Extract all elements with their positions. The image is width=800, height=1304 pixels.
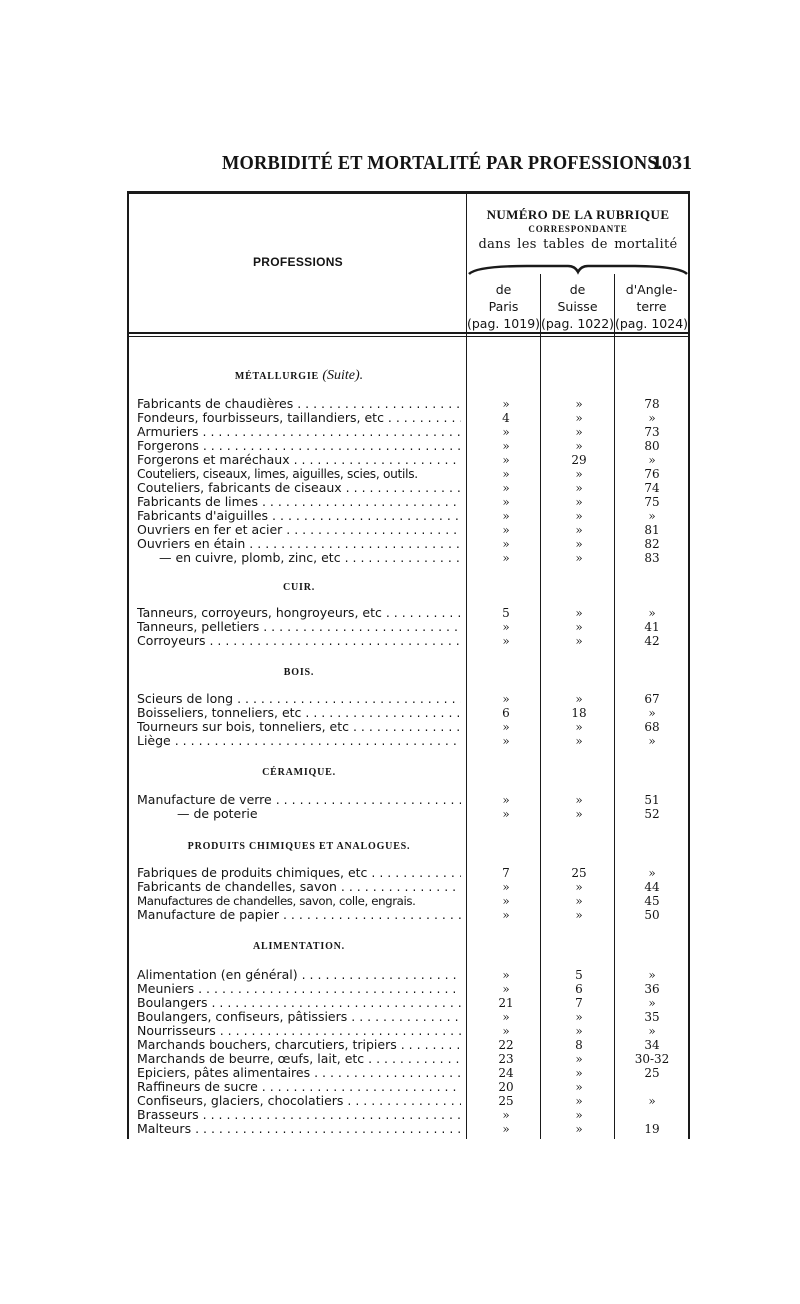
table-row xyxy=(137,495,689,509)
cell-suisse: » xyxy=(575,1024,583,1038)
section-title: PRODUITS CHIMIQUES ET ANALOGUES. xyxy=(187,841,411,852)
table-row xyxy=(137,509,689,523)
table-row xyxy=(137,1080,689,1094)
cell-angleterre: » xyxy=(648,453,656,467)
cell-angleterre: 81 xyxy=(644,523,660,537)
cell-suisse: » xyxy=(575,551,583,565)
table-row xyxy=(137,397,689,411)
table-row xyxy=(137,996,689,1010)
cell-angleterre: 19 xyxy=(644,1122,660,1136)
profession-label: Ouvriers en étain . . . xyxy=(137,537,461,551)
profession-label: Tanneurs, corroyeurs, hongroyeurs, etc . . . xyxy=(137,606,461,620)
cell-paris: » xyxy=(502,495,510,509)
cell-suisse: » xyxy=(575,692,583,706)
column-header-line: de xyxy=(569,282,586,297)
cell-angleterre: 36 xyxy=(644,982,660,996)
profession-label: Ouvriers en fer et acier . . . xyxy=(137,523,461,537)
cell-paris: 20 xyxy=(498,1080,514,1094)
cell-suisse: » xyxy=(575,425,583,439)
cell-angleterre: » xyxy=(648,996,656,1010)
cell-paris: 22 xyxy=(498,1038,514,1052)
table-row xyxy=(137,692,689,706)
table-row xyxy=(137,908,689,922)
cell-suisse: » xyxy=(575,537,583,551)
cell-paris: » xyxy=(502,634,510,648)
table-row xyxy=(137,734,689,748)
table-row xyxy=(137,467,689,481)
table-row xyxy=(137,453,689,467)
cell-angleterre: 25 xyxy=(644,1066,660,1080)
profession-label: Boulangers . . . xyxy=(137,996,461,1010)
cell-paris: » xyxy=(502,793,510,807)
cell-paris: » xyxy=(502,982,510,996)
cell-angleterre: 52 xyxy=(644,807,660,821)
profession-label: Forgerons et maréchaux . . . xyxy=(137,453,461,467)
cell-paris: » xyxy=(502,425,510,439)
cell-angleterre: » xyxy=(648,706,656,720)
section-suffix: (Suite). xyxy=(322,368,364,383)
profession-label: Marchands bouchers, charcutiers, tripiers . . . xyxy=(137,1038,461,1052)
cell-angleterre: » xyxy=(648,734,656,748)
cell-suisse: » xyxy=(575,1010,583,1024)
table-row xyxy=(137,1108,689,1122)
cell-suisse: 7 xyxy=(575,996,583,1010)
cell-suisse: » xyxy=(575,793,583,807)
cell-suisse: » xyxy=(575,1122,583,1136)
table-row xyxy=(137,720,689,734)
profession-label: Fabricants de chandelles, savon . . . xyxy=(137,880,461,894)
cell-angleterre: 42 xyxy=(644,634,660,648)
cell-angleterre: 34 xyxy=(644,1038,660,1052)
cell-angleterre: » xyxy=(648,968,656,982)
cell-suisse: 5 xyxy=(575,968,583,982)
profession-label: Fabricants de chaudières . . . xyxy=(137,397,461,411)
table-row xyxy=(137,866,689,880)
table-row xyxy=(137,1038,689,1052)
cell-paris: 7 xyxy=(502,866,510,880)
table-row xyxy=(137,537,689,551)
table-row xyxy=(137,439,689,453)
section-heading-metallurgie xyxy=(136,368,462,384)
profession-label: Tanneurs, pelletiers . . . xyxy=(137,620,461,634)
cell-paris: 24 xyxy=(498,1066,514,1080)
table-row xyxy=(137,807,689,821)
table-row xyxy=(137,1122,689,1136)
cell-angleterre: 67 xyxy=(644,692,660,706)
cell-angleterre: 68 xyxy=(644,720,660,734)
table-row xyxy=(137,793,689,807)
cell-suisse: » xyxy=(575,467,583,481)
column-header-line: d'Angle- xyxy=(625,282,678,297)
cell-paris: » xyxy=(502,509,510,523)
profession-label: — en cuivre, plomb, zinc, etc . . . xyxy=(137,551,461,565)
profession-label: Fabriques de produits chimiques, etc . . . xyxy=(137,866,461,880)
profession-label: Confiseurs, glaciers, chocolatiers . . . xyxy=(137,1094,461,1108)
table-row xyxy=(137,706,689,720)
cell-suisse: 25 xyxy=(571,866,587,880)
cell-paris: » xyxy=(502,453,510,467)
cell-paris: » xyxy=(502,397,510,411)
cell-suisse: » xyxy=(575,523,583,537)
cell-angleterre: 30-32 xyxy=(634,1052,670,1066)
cell-suisse: » xyxy=(575,397,583,411)
cell-paris: » xyxy=(502,692,510,706)
cell-paris: » xyxy=(502,620,510,634)
cell-suisse: » xyxy=(575,634,583,648)
cell-paris: » xyxy=(502,1024,510,1038)
cell-angleterre: » xyxy=(648,866,656,880)
profession-label: Brasseurs . . . xyxy=(137,1108,461,1122)
cell-angleterre: 41 xyxy=(644,620,660,634)
cell-suisse: » xyxy=(575,411,583,425)
cell-suisse: 18 xyxy=(571,706,587,720)
numero-header: NUMÉRO DE LA RUBRIQUE xyxy=(486,207,670,222)
cell-paris: 4 xyxy=(502,411,510,425)
tables-header: dans les tables de mortalité xyxy=(478,237,678,252)
cell-suisse: » xyxy=(575,1066,583,1080)
cell-suisse: » xyxy=(575,1080,583,1094)
cell-suisse: » xyxy=(575,734,583,748)
cell-angleterre xyxy=(615,1108,689,1122)
profession-label: Boulangers, confiseurs, pâtissiers . . . xyxy=(137,1010,461,1024)
cell-paris: » xyxy=(502,523,510,537)
cell-angleterre: 45 xyxy=(644,894,660,908)
cell-suisse: » xyxy=(575,720,583,734)
column-header-line: (pag. 1019) xyxy=(467,316,541,331)
table-row xyxy=(137,894,689,908)
section-heading-cuir xyxy=(136,582,462,593)
profession-label: Boisseliers, tonneliers, etc . . . xyxy=(137,706,461,720)
cell-paris: » xyxy=(502,481,510,495)
cell-angleterre: 50 xyxy=(644,908,660,922)
cell-suisse: » xyxy=(575,509,583,523)
profession-label: Couteliers, ciseaux, limes, aiguilles, scies, outils. xyxy=(137,467,418,481)
profession-label: Fabricants de limes . . . xyxy=(137,495,461,509)
profession-label: Forgerons . . . xyxy=(137,439,461,453)
cell-paris: » xyxy=(502,908,510,922)
section-heading-produits-chimiques xyxy=(136,841,462,852)
profession-label: Alimentation (en général) . . . xyxy=(137,968,461,982)
cell-paris: » xyxy=(502,1122,510,1136)
cell-suisse: » xyxy=(575,495,583,509)
cell-paris: 23 xyxy=(498,1052,514,1066)
table-row xyxy=(137,425,689,439)
cell-suisse: » xyxy=(575,1108,583,1122)
column-header-line: Suisse xyxy=(557,299,598,314)
table-row xyxy=(137,1066,689,1080)
cell-paris: » xyxy=(502,467,510,481)
table-row xyxy=(137,551,689,565)
cell-suisse: » xyxy=(575,908,583,922)
cell-angleterre: 51 xyxy=(644,793,660,807)
column-header-paris xyxy=(467,281,540,332)
cell-angleterre: 78 xyxy=(644,397,660,411)
table-row xyxy=(137,1010,689,1024)
cell-suisse: » xyxy=(575,1052,583,1066)
profession-label: Raffineurs de sucre . . . xyxy=(137,1080,461,1094)
cell-angleterre: » xyxy=(648,1094,656,1108)
section-title: ALIMENTATION. xyxy=(253,941,345,952)
profession-label: Nourrisseurs . . . xyxy=(137,1024,461,1038)
table-row xyxy=(137,1094,689,1108)
cell-paris: » xyxy=(502,807,510,821)
cell-paris: 25 xyxy=(498,1094,514,1108)
profession-label: — de poterie xyxy=(177,807,258,821)
section-heading-alimentation xyxy=(136,941,462,952)
cell-suisse: » xyxy=(575,880,583,894)
section-title: MÉTALLURGIE xyxy=(234,371,320,382)
header-bottom-rule-thin xyxy=(127,336,690,337)
table-row xyxy=(137,968,689,982)
cell-suisse: » xyxy=(575,439,583,453)
table-row xyxy=(137,982,689,996)
table-row xyxy=(137,634,689,648)
profession-label: Couteliers, fabricants de ciseaux . . . xyxy=(137,481,461,495)
profession-label: Malteurs . . . xyxy=(137,1122,461,1136)
cell-angleterre: 76 xyxy=(644,467,660,481)
profession-label: Marchands de beurre, œufs, lait, etc . . . xyxy=(137,1052,461,1066)
profession-label: Scieurs de long . . . xyxy=(137,692,461,706)
running-head xyxy=(222,152,692,178)
cell-angleterre: 35 xyxy=(644,1010,660,1024)
cell-paris: » xyxy=(502,720,510,734)
cell-paris: » xyxy=(502,551,510,565)
cell-angleterre: 83 xyxy=(644,551,660,565)
table-row xyxy=(137,1052,689,1066)
top-border xyxy=(127,191,690,194)
cell-suisse: 29 xyxy=(571,453,587,467)
profession-label: Liège . . . xyxy=(137,734,461,748)
cell-suisse: » xyxy=(575,807,583,821)
cell-angleterre: » xyxy=(648,1024,656,1038)
section-title: BOIS. xyxy=(283,667,315,678)
cell-suisse: 8 xyxy=(575,1038,583,1052)
section-heading-ceramique xyxy=(136,767,462,778)
profession-label: Manufacture de verre . . . xyxy=(137,793,461,807)
column-header-line: Paris xyxy=(488,299,519,314)
cell-paris: » xyxy=(502,1010,510,1024)
cell-angleterre: 80 xyxy=(644,439,660,453)
table-row xyxy=(137,481,689,495)
cell-paris: 21 xyxy=(498,996,514,1010)
cell-suisse: » xyxy=(575,481,583,495)
profession-label: Armuriers . . . xyxy=(137,425,461,439)
section-heading-bois xyxy=(136,667,462,678)
column-header-suisse xyxy=(541,281,614,332)
column-group-brace xyxy=(467,262,689,276)
header-bottom-rule xyxy=(127,332,690,334)
page-number: 1031 xyxy=(652,152,692,174)
table-row xyxy=(137,620,689,634)
cell-suisse: » xyxy=(575,620,583,634)
cell-angleterre: » xyxy=(648,509,656,523)
profession-label: Tourneurs sur bois, tonneliers, etc . . . xyxy=(137,720,461,734)
cell-angleterre: 75 xyxy=(644,495,660,509)
section-title: CUIR. xyxy=(282,582,316,593)
profession-label: Corroyeurs . . . xyxy=(137,634,461,648)
profession-label: Epiciers, pâtes alimentaires . . . xyxy=(137,1066,461,1080)
cell-paris: » xyxy=(502,1108,510,1122)
cell-angleterre: 44 xyxy=(644,880,660,894)
table-row xyxy=(137,880,689,894)
cell-suisse: » xyxy=(575,894,583,908)
table-row xyxy=(137,606,689,620)
cell-paris: 6 xyxy=(502,706,510,720)
cell-angleterre: » xyxy=(648,411,656,425)
cell-paris: » xyxy=(502,439,510,453)
cell-angleterre: 82 xyxy=(644,537,660,551)
column-header-line: de xyxy=(495,282,512,297)
profession-label: Meuniers . . . xyxy=(137,982,461,996)
cell-paris: » xyxy=(502,734,510,748)
cell-paris: » xyxy=(502,880,510,894)
column-header-line: terre xyxy=(636,299,667,314)
cell-angleterre xyxy=(615,1080,689,1094)
cell-angleterre: 74 xyxy=(644,481,660,495)
table-row xyxy=(137,1024,689,1038)
cell-angleterre: 73 xyxy=(644,425,660,439)
profession-label: Fabricants d'aiguilles . . . xyxy=(137,509,461,523)
cell-paris: » xyxy=(502,537,510,551)
cell-paris: 5 xyxy=(502,606,510,620)
table-row xyxy=(137,411,689,425)
cell-paris: » xyxy=(502,894,510,908)
cell-suisse: » xyxy=(575,1094,583,1108)
profession-label: Manufacture de papier . . . xyxy=(137,908,461,922)
table-row xyxy=(137,523,689,537)
cell-suisse: » xyxy=(575,606,583,620)
section-title: CÉRAMIQUE. xyxy=(262,767,336,778)
column-header-angleterre xyxy=(615,281,688,332)
professions-header: PROFESSIONS xyxy=(253,255,343,269)
cell-suisse: 6 xyxy=(575,982,583,996)
cell-paris: » xyxy=(502,968,510,982)
correspondante-header: CORRESPONDANTE xyxy=(528,224,628,234)
cell-angleterre: » xyxy=(648,606,656,620)
column-header-line: (pag. 1022) xyxy=(541,316,615,331)
page-title: MORBIDITÉ ET MORTALITÉ PAR PROFESSIONS. xyxy=(222,152,663,174)
profession-label: Fondeurs, fourbisseurs, taillandiers, etc . . . xyxy=(137,411,461,425)
profession-label: Manufactures de chandelles, savon, colle, engrais. xyxy=(137,894,416,908)
column-header-line: (pag. 1024) xyxy=(615,316,689,331)
